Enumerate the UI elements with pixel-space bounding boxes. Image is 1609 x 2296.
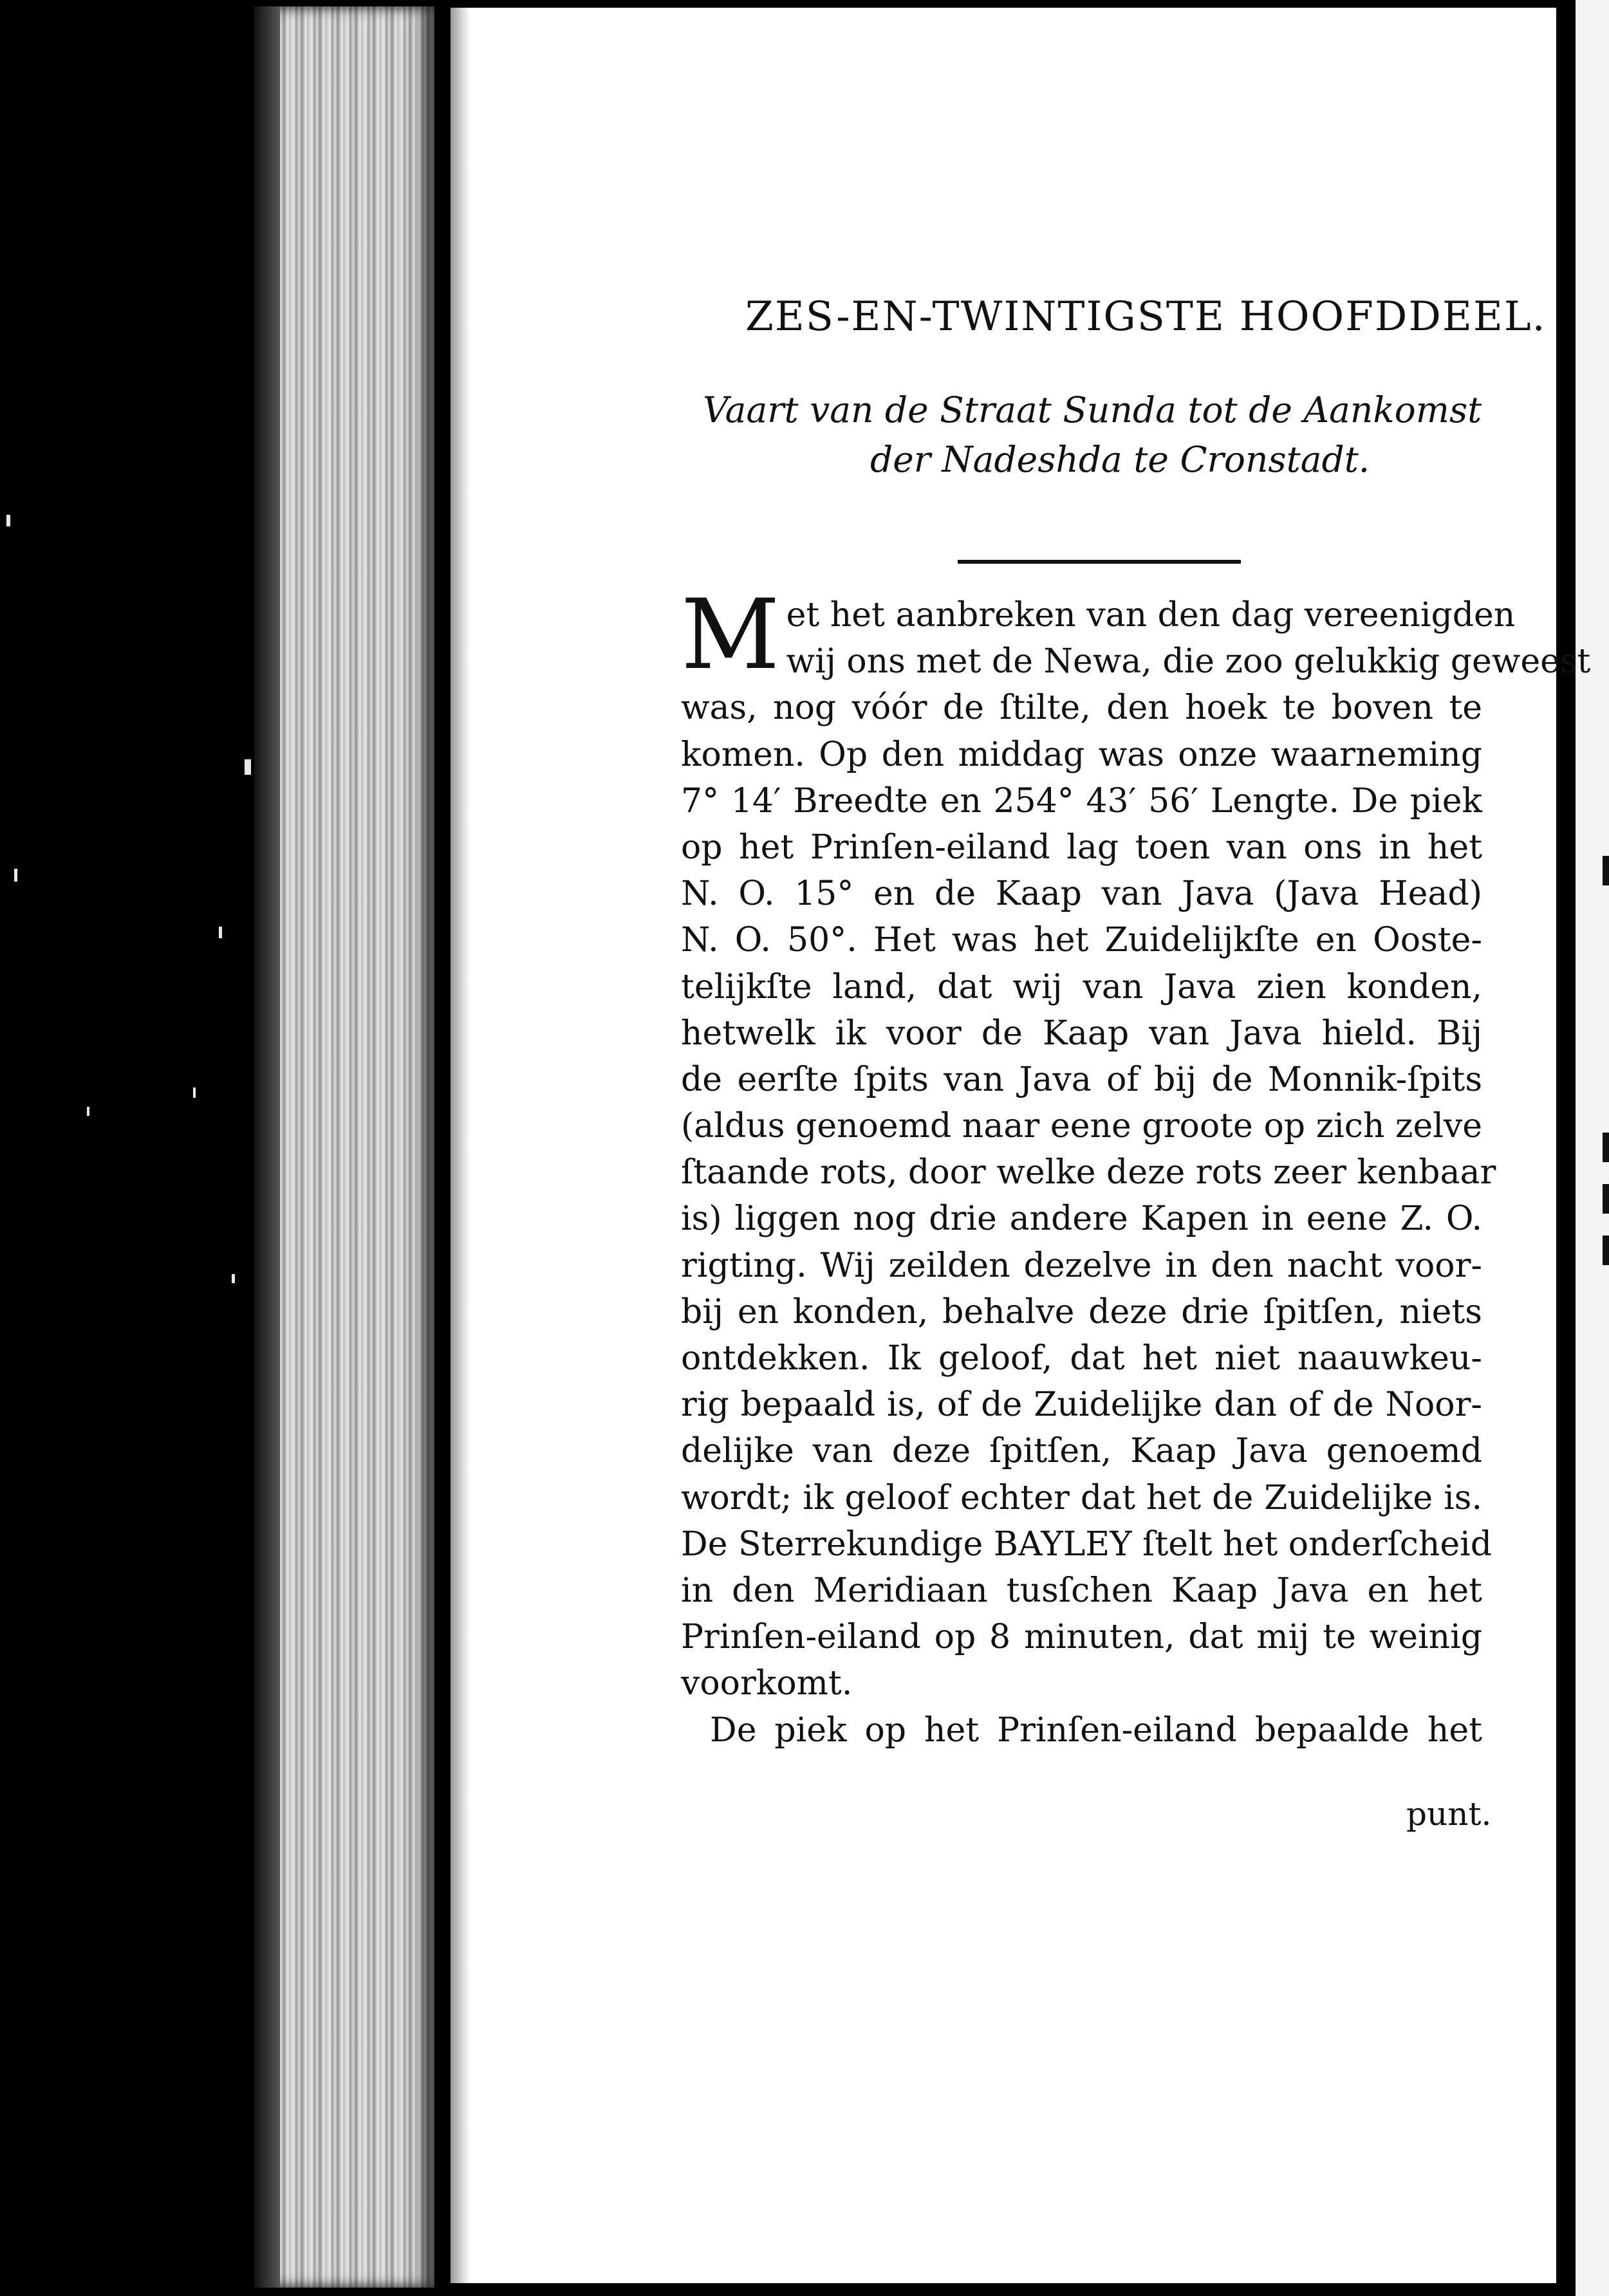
paragraph-1 bbox=[681, 579, 1591, 1707]
body-text bbox=[681, 579, 1591, 1754]
drop-cap: M bbox=[681, 579, 780, 691]
text-line: komen. Op den middag was onze waarneming bbox=[681, 735, 1482, 774]
page-block-shadow bbox=[254, 6, 280, 2288]
text-line: N. O. 15° en de Kaap van Java (Java Head) bbox=[681, 875, 1482, 914]
text-line: ſtaande rots, door welke deze rots zeer kenbaar bbox=[681, 1153, 1496, 1192]
text-line: rigting. Wij zeilden dezelve in den nacht voor- bbox=[681, 1246, 1482, 1285]
next-page-text-fragment bbox=[1603, 856, 1609, 885]
next-page-text-fragment bbox=[1603, 1236, 1609, 1265]
text-line: N. O. 50°. Het was het Zuidelijkſte en Ooste- bbox=[681, 921, 1482, 960]
text-line: telijkſte land, dat wij van Java zien konden, bbox=[681, 967, 1482, 1006]
text-line: De piek op het Prinſen-eiland bepaalde het bbox=[710, 1710, 1482, 1750]
page-block-edge bbox=[254, 6, 434, 2288]
text-line: op het Prinſen-eiland lag toen van ons in het bbox=[681, 828, 1482, 867]
chapter-subtitle-line-1: Vaart van de Straat Sunda tot de Aankomst bbox=[703, 389, 1482, 430]
chapter-heading: ZES-EN-TWINTIGSTE HOOFDDEEL. bbox=[745, 293, 1547, 340]
text-line: voorkomt. bbox=[681, 1664, 853, 1703]
text-line: de eerſte ſpits van Java of bij de Monnik-ſpits bbox=[681, 1060, 1482, 1099]
catchword: punt. bbox=[1406, 1795, 1492, 1833]
text-line: ontdekken. Ik geloof, dat het niet naauwkeu- bbox=[681, 1339, 1482, 1378]
chapter-subtitle-line-2: der Nadeshda te Cronstadt. bbox=[870, 439, 1370, 480]
section-rule bbox=[958, 560, 1241, 564]
page-gutter-shadow bbox=[451, 8, 470, 2283]
text-line: rig bepaald is, of de Zuidelijke dan of de Noor- bbox=[681, 1385, 1482, 1425]
text-line: 7° 14′ Breedte en 254° 43′ 56′ Lengte. De piek bbox=[681, 781, 1482, 820]
paragraph-2 bbox=[681, 1707, 1482, 1754]
text-line: (aldus genoemd naar eene groote op zich zelve bbox=[681, 1107, 1482, 1146]
text-line: wordt; ik geloof echter dat het de Zuidelijke is. bbox=[681, 1478, 1482, 1517]
text-line: is) liggen nog drie andere Kapen in eene Z. O. bbox=[681, 1199, 1482, 1239]
text-line: et het aanbreken van den dag vereenigden bbox=[786, 596, 1516, 634]
binding-marks bbox=[0, 0, 254, 2296]
text-line: bij en konden, behalve deze drie ſpitſen, niets bbox=[681, 1292, 1482, 1331]
next-page-text-fragment bbox=[1603, 1133, 1609, 1162]
text-line: delijke van deze ſpitſen, Kaap Java genoemd bbox=[681, 1432, 1482, 1471]
text-line: wij ons met de Newa, die zoo gelukkig geweest bbox=[786, 642, 1591, 681]
text-line: Prinſen-eiland op 8 minuten, dat mij te weinig bbox=[681, 1618, 1482, 1657]
text-line: in den Meridiaan tusſchen Kaap Java en het bbox=[681, 1571, 1482, 1610]
next-page-text-fragment bbox=[1603, 1184, 1609, 1214]
text-line: was, nog vóór de ſtilte, den hoek te boven te bbox=[681, 689, 1482, 728]
text-line: hetwelk ik voor de Kaap van Java hield. Bij bbox=[681, 1014, 1482, 1053]
text-line: De Sterrekundige BAYLEY ſtelt het onderſcheid bbox=[681, 1524, 1493, 1564]
